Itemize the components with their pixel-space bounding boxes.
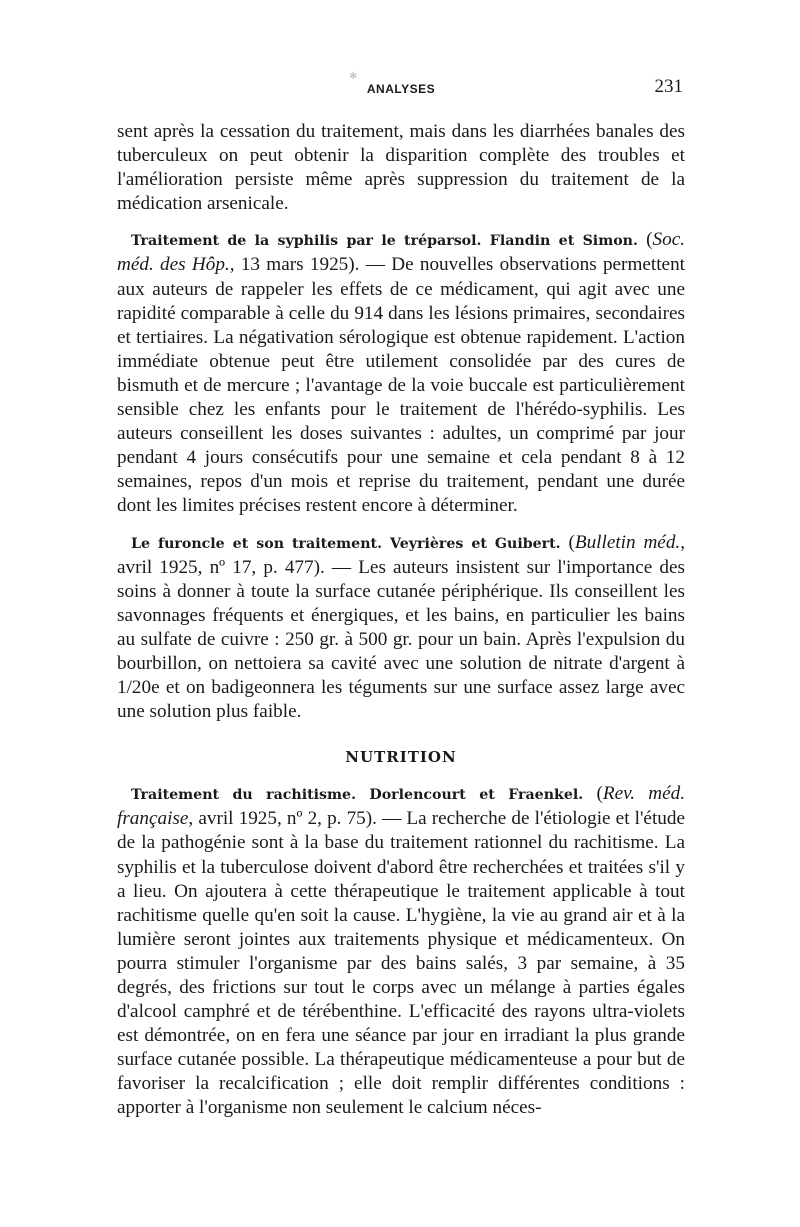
source-rest: , avril 1925, nº 17, p. 477). [117,531,686,578]
source-open: ( [560,531,575,553]
article-body: — De nouvelles observations permettent aux auteurs de rappeler les effets de ce médicament, qui agit avec une rapidité comparable à celle du 914 dans les lésions primaires, secondaires et tertiaires. La négativation sérologique est obtenue rapidement. L'action immédiate obtenue peut être utilement consolidée par des cures de bismuth et de mercure ; l'avantage de la voie buccale est particulièrement sensible chez les enfants pour le traitement de l'hérédo-syphilis. Les auteurs conseillent les doses suivantes : adultes, un comprimé par jour pendant 4 jours consécutifs pour une semaine et cela pendant 8 à 12 semaines, repos d'un mois et reprise du traitement, pendant une durée dont les limites précises restent encore à déterminer. [117,254,685,517]
source-rest: , 13 mars 1925). [229,254,360,276]
article-title: Traitement du rachitisme. Dorlencourt et Fraenkel. [131,787,584,804]
source-rest: , avril 1925, nº 2, p. 75). [188,808,377,830]
source-open: ( [646,229,653,251]
article-title: Le furoncle et son traitement. Veyrières et Guibert. [131,535,561,552]
page [117,76,685,1133]
ink-speck: ✱ [349,71,358,82]
running-title: ANALYSES [366,82,436,96]
section-heading-nutrition: NUTRITION [345,748,457,767]
article-body: — La recherche de l'étiologie et l'étude de la pathogénie sont à la base du traitement rationnel du rachitisme. La syphilis et la tuberculose doivent d'abord être recherchées et traitées s'il y a lieu. On ajoutera à cette thérapeutique le traitement applicable à tout rachitisme quelle qu'en soit la cause. L'hygiène, la vie au grand air et à la lumière seront jointes aux traitements physique et médicamenteux. On pourra stimuler l'organisme par des bains salés, 3 par semaine, à 35 degrés, des frictions sur tout le corps avec un mélange à parties égales d'alcool camphré et de térébenthine. L'efficacité des rayons ultra-violets est démontrée, on en fera une séance par jour en irradiant la plus grande surface cutanée possible. La thérapeutique médicamenteuse a pour but de favoriser la recalcification ; elle doit remplir différentes conditions : apporter à l'organisme non seulement le calcium néces- [117,808,685,1119]
article-furoncle [117,531,685,725]
article-source: Rev. méd. française [117,783,686,830]
article-rachitisme [117,782,685,1120]
article-body: — Les auteurs insistent sur l'importance des soins à donner à toute la surface cutanée périphérique. Ils conseillent les savonnages fréquents et énergiques, et les bains, en particulier les bains au sulfate de cuivre : 250 gr. à 500 gr. pour un bain. Après l'expulsion du bourbillon, on nettoiera sa cavité avec une solution de nitrate d'argent à 1/20e et on badigeonnera les téguments sur une surface assez large avec une solution plus faible. [117,556,685,723]
article-title: Traitement de la syphilis par le tréparsol. Flandin et Simon. [131,233,638,250]
article-syphilis [117,228,685,518]
page-number: 231 [654,76,683,97]
intro-paragraph: sent après la cessation du traitement, mais dans les diarrhées banales des tuberculeux on peut obtenir la disparition complète des troubles et l'amélioration persiste même après suppression du traitement de la médication arsenicale. [117,121,685,215]
source-open: ( [583,783,603,805]
article-source: Bulletin méd. [574,531,681,553]
running-head [117,76,685,98]
article-source: Soc. méd. des Hôp. [117,229,686,276]
